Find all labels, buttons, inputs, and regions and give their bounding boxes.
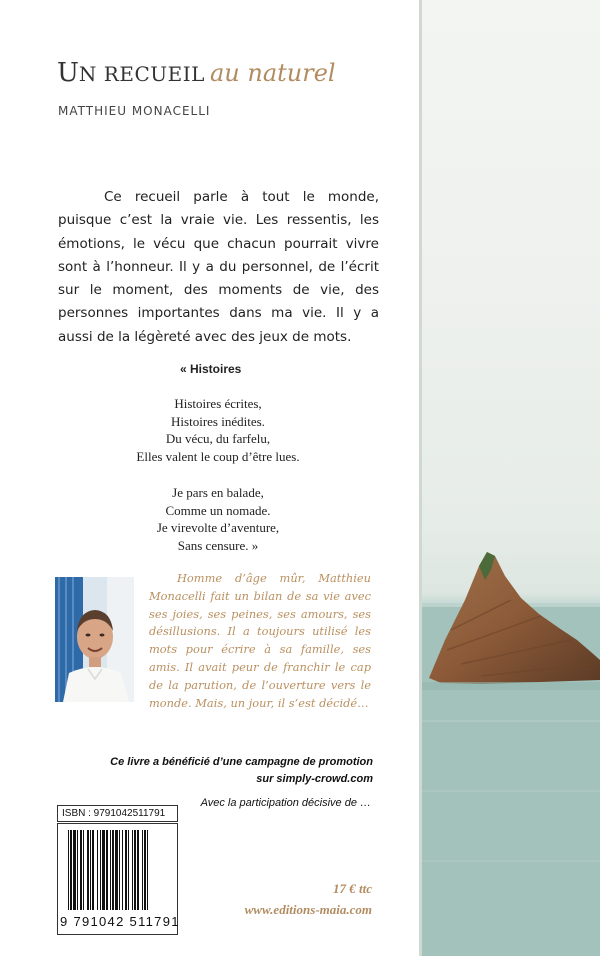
seascape-photo <box>421 0 600 956</box>
barcode-bar <box>92 830 94 910</box>
book-title <box>57 58 336 88</box>
barcode-bar <box>70 830 72 910</box>
author-name: MATTHIEU MONACELLI <box>58 104 211 118</box>
barcode-bar <box>128 830 129 910</box>
barcode-bar <box>87 830 89 910</box>
poem-line: Je virevolte d’aventure, <box>156 520 280 536</box>
author-biography: Homme d’âge mûr, Matthieu Monacelli fait un bilan de sa vie avec ses joies, ses peines, ses amours, ses désillusions. Il a toujours utilisé les mots pour écrire à sa famille, ses amis. Il avait peur de franchir le cap de la parution, de l’ouverture vers le monde. Mais, un jour, il s’est décidé… <box>149 571 371 710</box>
poem-line: Histoires écrites, <box>174 396 262 411</box>
barcode-bar <box>68 830 69 910</box>
poem-line: Histoires inédites. <box>171 413 265 429</box>
title-italic: au naturel <box>209 59 336 87</box>
barcode-bar <box>102 830 105 910</box>
barcode-bar <box>119 830 120 910</box>
title-smallcaps: N RECUEIL <box>78 62 205 86</box>
poem-line: Je pars en balade, <box>172 485 264 500</box>
barcode-bar <box>112 830 114 910</box>
barcode-bar <box>73 830 76 910</box>
barcode-bar <box>147 830 148 910</box>
barcode-bar <box>110 830 111 910</box>
poem-line: Du vécu, du farfelu, <box>165 431 271 447</box>
book-summary: Ce recueil parle à tout le monde, puisque c’est la vraie vie. Les ressentis, les émotions, le vécu que chacun pourrait vivre sont à l’honneur. Il y a du personnel, de l’écrit sur le moment, des moments de vie, des personnes importantes dans ma vie. Il y a aussi de la légèreté avec des jeux de mots. <box>58 189 379 345</box>
barcode-bar <box>115 830 118 910</box>
barcode-bar <box>80 830 82 910</box>
author-portrait <box>55 577 134 702</box>
poem-title: « Histoires <box>180 362 242 376</box>
title-initial: U <box>57 58 79 88</box>
barcode-bar <box>97 830 98 910</box>
barcode-bar <box>100 830 101 910</box>
poem-stanza-2 <box>88 484 348 555</box>
author-portrait-image <box>55 577 134 702</box>
photo-edge-divider <box>419 0 422 956</box>
publisher-website: www.editions-maia.com <box>244 902 372 917</box>
barcode <box>57 823 178 935</box>
isbn-label: ISBN : 9791042511791 <box>57 805 178 822</box>
barcode-bar <box>142 830 143 910</box>
barcode-bar <box>134 830 136 910</box>
barcode-bar <box>125 830 127 910</box>
barcode-bar <box>144 830 146 910</box>
barcode-bar <box>90 830 91 910</box>
barcode-bar <box>77 830 78 910</box>
barcode-bar <box>137 830 139 910</box>
promotion-line: sur simply-crowd.com <box>256 772 373 785</box>
poem-stanza-1 <box>88 395 348 466</box>
poem-line: Sans censure. » <box>177 538 259 554</box>
poem-line: Comme un nomade. <box>165 502 271 518</box>
barcode-bar <box>83 830 84 910</box>
participation-note: Avec la participation décisive de … <box>200 797 371 809</box>
barcode-bar <box>106 830 108 910</box>
barcode-bar <box>132 830 133 910</box>
poem-line: Elles valent le coup d’être lues. <box>136 449 300 465</box>
promotion-notice <box>100 754 373 787</box>
barcode-bar <box>122 830 123 910</box>
barcode-digits: 9 791042 511791 <box>60 914 180 929</box>
promotion-line: Ce livre a bénéficié d’une campagne de promotion <box>110 756 373 768</box>
price: 17 € ttc <box>333 881 372 896</box>
rock-in-sea-image <box>421 0 600 956</box>
